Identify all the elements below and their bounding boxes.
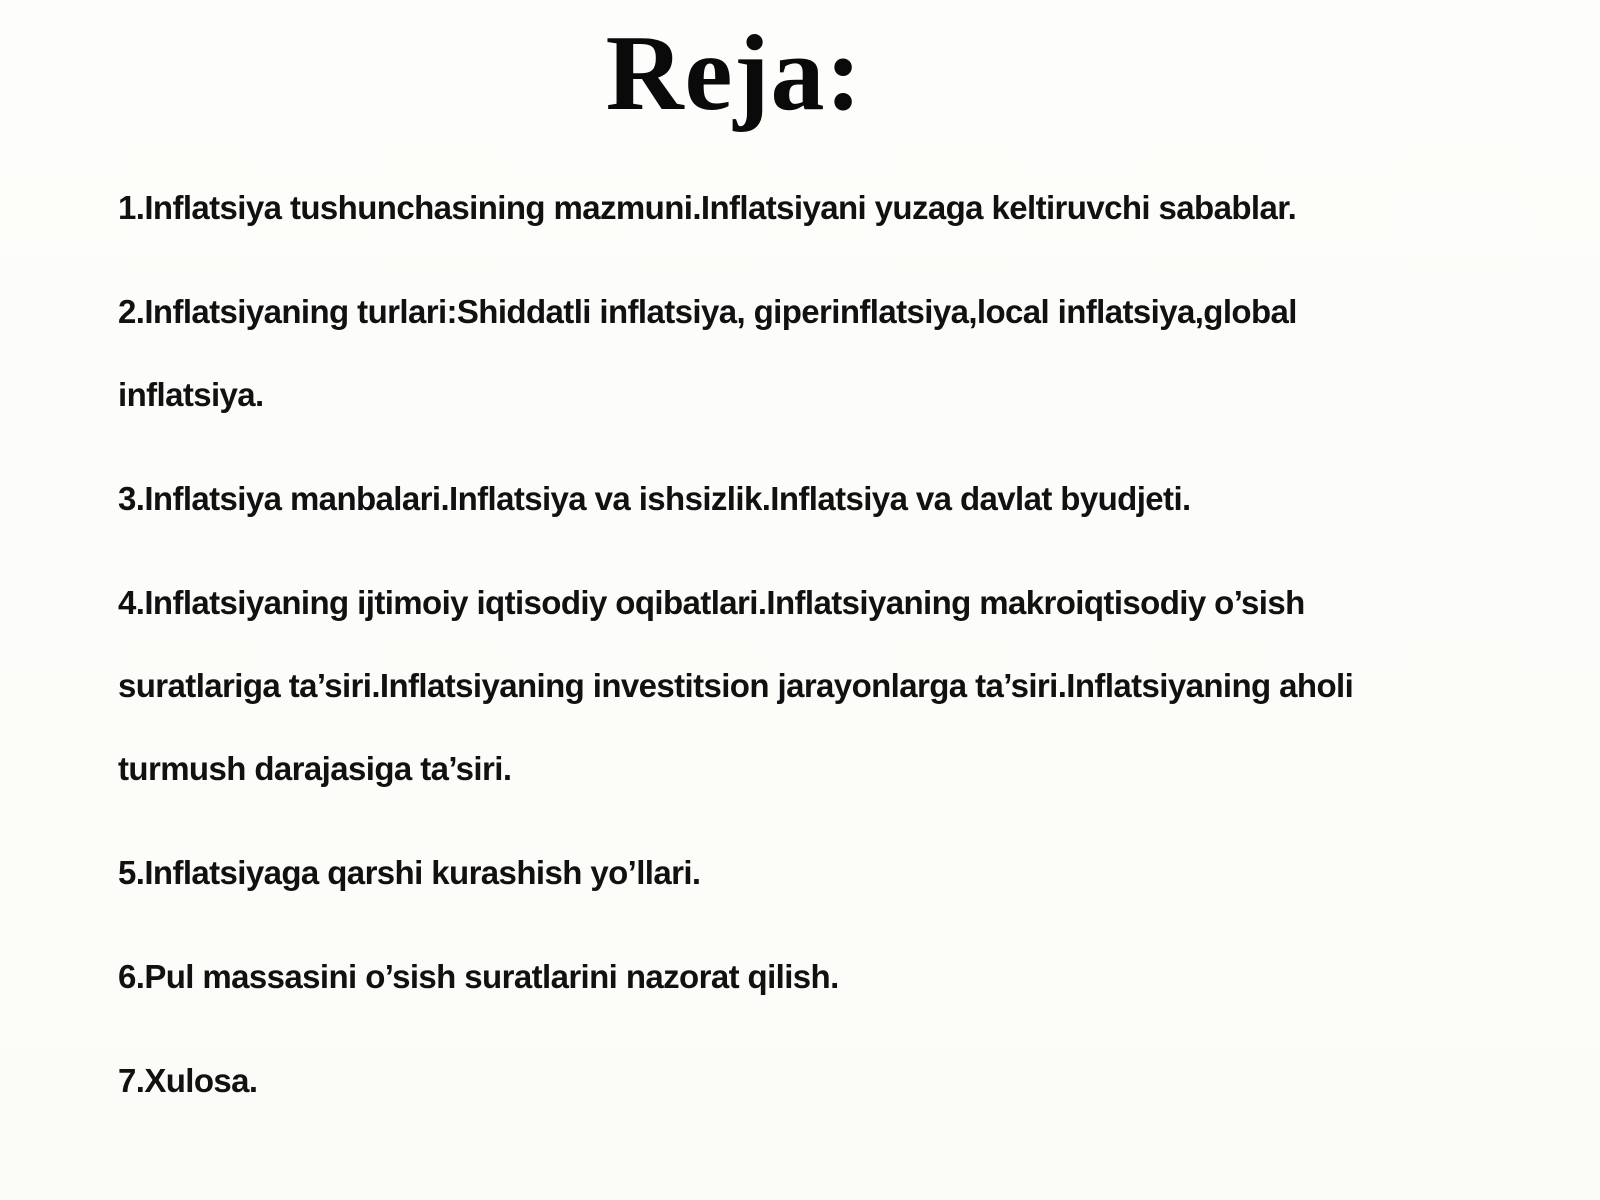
plan-item-3: 3.Inflatsiya manbalari.Inflatsiya va ishsizlik.Inflatsiya va davlat byudjeti. <box>118 480 1191 517</box>
plan-item-7: 7.Xulosa. <box>118 1062 258 1099</box>
plan-item-2: 2.Inflatsiyaning turlari:Shiddatli inflatsiya, giperinflatsiya,local inflatsiya,global inflatsiya. <box>118 293 1297 413</box>
plan-item-4: 4.Inflatsiyaning ijtimoiy iqtisodiy oqibatlari.Inflatsiyaning makroiqtisodiy o’sish suratlariga ta’siri.Inflatsiyaning investitsion jarayonlarga ta’siri.Inflatsiyaning aholi turmush darajasiga ta’siri. <box>118 584 1354 787</box>
plan-item-6: 6.Pul massasini o’sish suratlarini nazorat qilish. <box>118 958 839 995</box>
slide-title: Reja: <box>605 14 863 133</box>
plan-item-5: 5.Inflatsiyaga qarshi kurashish yo’llari. <box>118 854 701 891</box>
plan-list <box>118 166 1498 1143</box>
plan-item-1: 1.Inflatsiya tushunchasining mazmuni.Inflatsiyani yuzaga keltiruvchi sabablar. <box>118 189 1297 226</box>
